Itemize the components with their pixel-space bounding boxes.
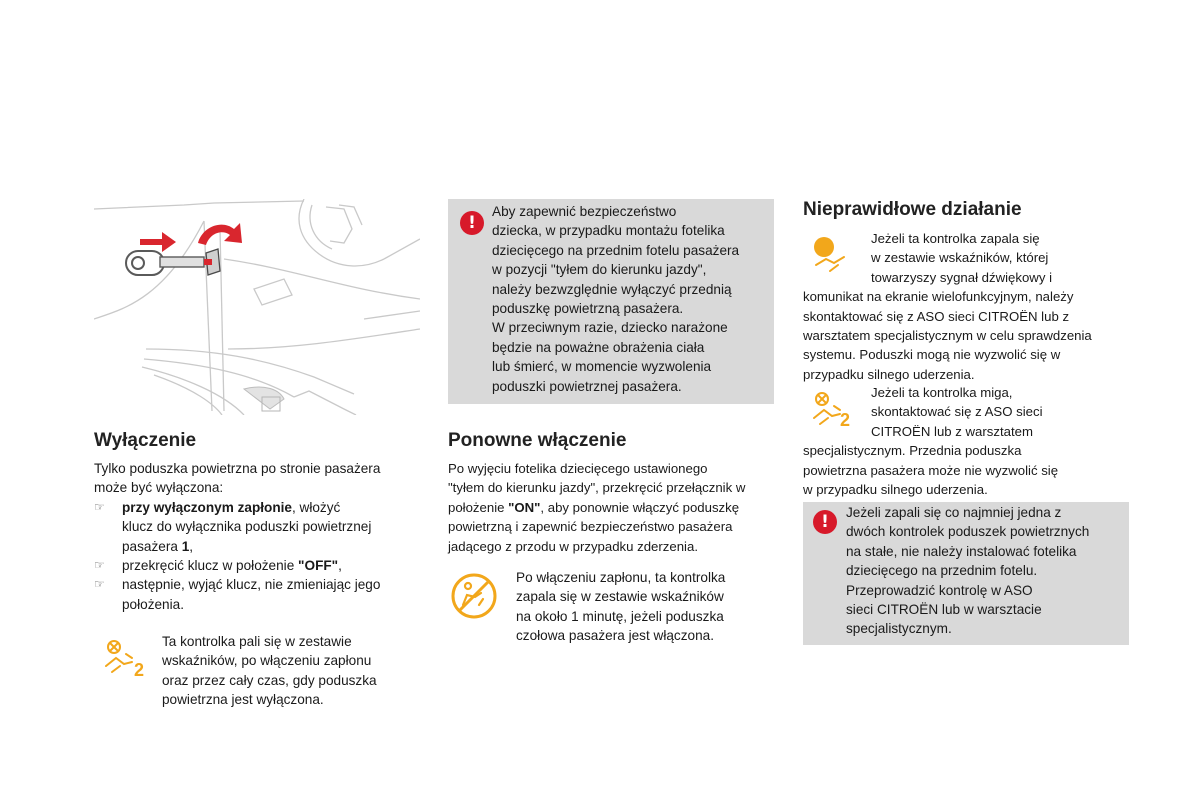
para-line: towarzyszy sygnał dźwiękowy i — [871, 269, 1053, 285]
warning-line: dziecka, w przypadku montażu fotelika — [492, 223, 725, 239]
para-line: warsztatem specjalistycznym w celu sprawdzenia — [803, 328, 1092, 344]
child-seat-warning-box — [448, 199, 774, 404]
hand-pointer-icon: ☞ — [94, 558, 105, 573]
airbag-switch-illustration — [94, 199, 420, 415]
para-line: Po wyjęciu fotelika dziecięcego ustawionego — [448, 461, 708, 476]
step-item — [94, 575, 434, 614]
airbag-off-indicator-icon — [102, 638, 148, 680]
malfunction-warning-box — [803, 502, 1129, 645]
para-line: , aby ponownie włączyć poduszkę — [540, 499, 740, 515]
heading-deactivation: Wyłączenie — [94, 430, 197, 451]
note-line: Ta kontrolka pali się w zestawie — [162, 634, 352, 649]
step-text: następnie, wyjąć klucz, nie zmieniając jego — [122, 577, 381, 593]
hand-pointer-icon: ☞ — [94, 577, 105, 592]
para-line: powietrzną i zapewnić bezpieczeństwo pasażera — [448, 519, 733, 535]
note-line: powietrzna jest wyłączona. — [162, 692, 324, 708]
warning-line: Przeprowadzić kontrolę w ASO — [846, 582, 1033, 598]
hand-pointer-icon: ☞ — [94, 499, 105, 514]
step-bold: 1 — [181, 538, 190, 554]
note-line: Po włączeniu zapłonu, ta kontrolka — [516, 570, 726, 585]
note-line: oraz przez cały czas, gdy poduszka — [162, 672, 377, 688]
para-line: jadącego z przodu w przypadku zderzenia. — [448, 538, 698, 554]
warning-line: będzie na poważne obrażenia ciała — [492, 339, 705, 355]
para-line: "tyłem do kierunku jazdy", przekręcić przełącznik w — [448, 480, 746, 496]
para-line: Jeżeli ta kontrolka miga, — [871, 385, 1013, 400]
step-text: przekręcić klucz w położenie — [122, 558, 299, 574]
para-line: specjalistycznym. Przednia poduszka — [803, 443, 1022, 459]
step-text: , — [189, 538, 194, 554]
malfunction-text-1 — [803, 229, 1143, 384]
para-line: CITROËN lub z warsztatem — [871, 423, 1033, 439]
warning-line: lub śmierć, w momencie wyzwolenia — [492, 359, 712, 375]
note-line: czołowa pasażera jest włączona. — [516, 628, 714, 644]
warning-line: poduszkę powietrzną pasażera. — [492, 301, 684, 317]
note-line: na około 1 minutę, jeżeli poduszka — [516, 608, 724, 624]
exclamation-icon: ! — [813, 510, 837, 534]
step-text: pasażera — [122, 538, 182, 554]
para-line: skontaktować się z ASO sieci — [871, 404, 1043, 420]
step-text: klucz do wyłącznika poduszki powietrznej — [122, 519, 372, 535]
warning-line: poduszki powietrznej pasażera. — [492, 378, 682, 394]
para-line: położenie — [448, 499, 509, 515]
intro-line: może być wyłączona: — [94, 480, 224, 496]
svg-text:2: 2 — [840, 410, 851, 430]
para-line: Jeżeli ta kontrolka zapala się — [871, 231, 1040, 246]
step-bold: "OFF" — [298, 558, 339, 574]
para-line: w przypadku silnego uderzenia. — [803, 482, 988, 498]
para-line: w zestawie wskaźników, której — [871, 250, 1049, 266]
svg-text:2: 2 — [134, 660, 145, 680]
warning-line: dziecięcego na przednim fotelu pasażera — [492, 242, 740, 258]
note-line: wskaźników, po włączeniu zapłonu — [162, 653, 372, 669]
para-line: powietrzna pasażera może nie wyzwolić się — [803, 462, 1059, 478]
reactivation-note — [516, 568, 776, 646]
warning-line: dziecięcego na przednim fotelu. — [846, 563, 1038, 579]
deactivation-note — [162, 632, 422, 710]
para-line: systemu. Poduszki mogą nie wyzwolić się w — [803, 347, 1061, 363]
deactivation-intro — [94, 459, 434, 614]
step-text: położenia. — [122, 596, 184, 612]
step-text: , włożyć — [291, 499, 341, 515]
malfunction-text-2 — [803, 383, 1143, 499]
note-line: zapala się w zestawie wskaźników — [516, 589, 724, 605]
warning-line: Aby zapewnić bezpieczeństwo — [492, 204, 677, 219]
reactivation-paragraph — [448, 459, 788, 556]
para-line: komunikat na ekranie wielofunkcyjnym, należy — [803, 289, 1074, 305]
step-text: , — [338, 558, 342, 574]
warning-line: Jeżeli zapali się co najmniej jedna z — [846, 505, 1062, 520]
warning-line: sieci CITROËN lub w warsztacie — [846, 602, 1042, 618]
warning-line: W przeciwnym razie, dziecko narażone — [492, 320, 728, 336]
warning-line: na stałe, nie należy instalować fotelika — [846, 543, 1077, 559]
warning-line: dwóch kontrolek poduszek powietrznych — [846, 524, 1090, 540]
para-bold: "ON" — [508, 499, 541, 515]
exclamation-icon: ! — [460, 211, 484, 235]
step-bold: przy wyłączonym zapłonie — [122, 499, 292, 515]
heading-malfunction: Nieprawidłowe działanie — [803, 199, 1022, 220]
deactivation-steps — [94, 498, 434, 614]
intro-line: Tylko poduszka powietrzna po stronie pasażera — [94, 461, 381, 476]
step-item — [94, 498, 434, 556]
warning-line: specjalistycznym. — [846, 621, 952, 637]
para-line: skontaktować się z ASO sieci CITROËN lub z — [803, 308, 1070, 324]
heading-reactivation: Ponowne włączenie — [448, 430, 627, 451]
warning-line: należy bezwzględnie wyłączyć przednią — [492, 281, 732, 297]
step-item — [94, 556, 434, 575]
warning-line: w pozycji "tyłem do kierunku jazdy", — [492, 262, 707, 278]
airbag-on-indicator-icon — [449, 571, 499, 621]
para-line: przypadku silnego uderzenia. — [803, 366, 975, 382]
